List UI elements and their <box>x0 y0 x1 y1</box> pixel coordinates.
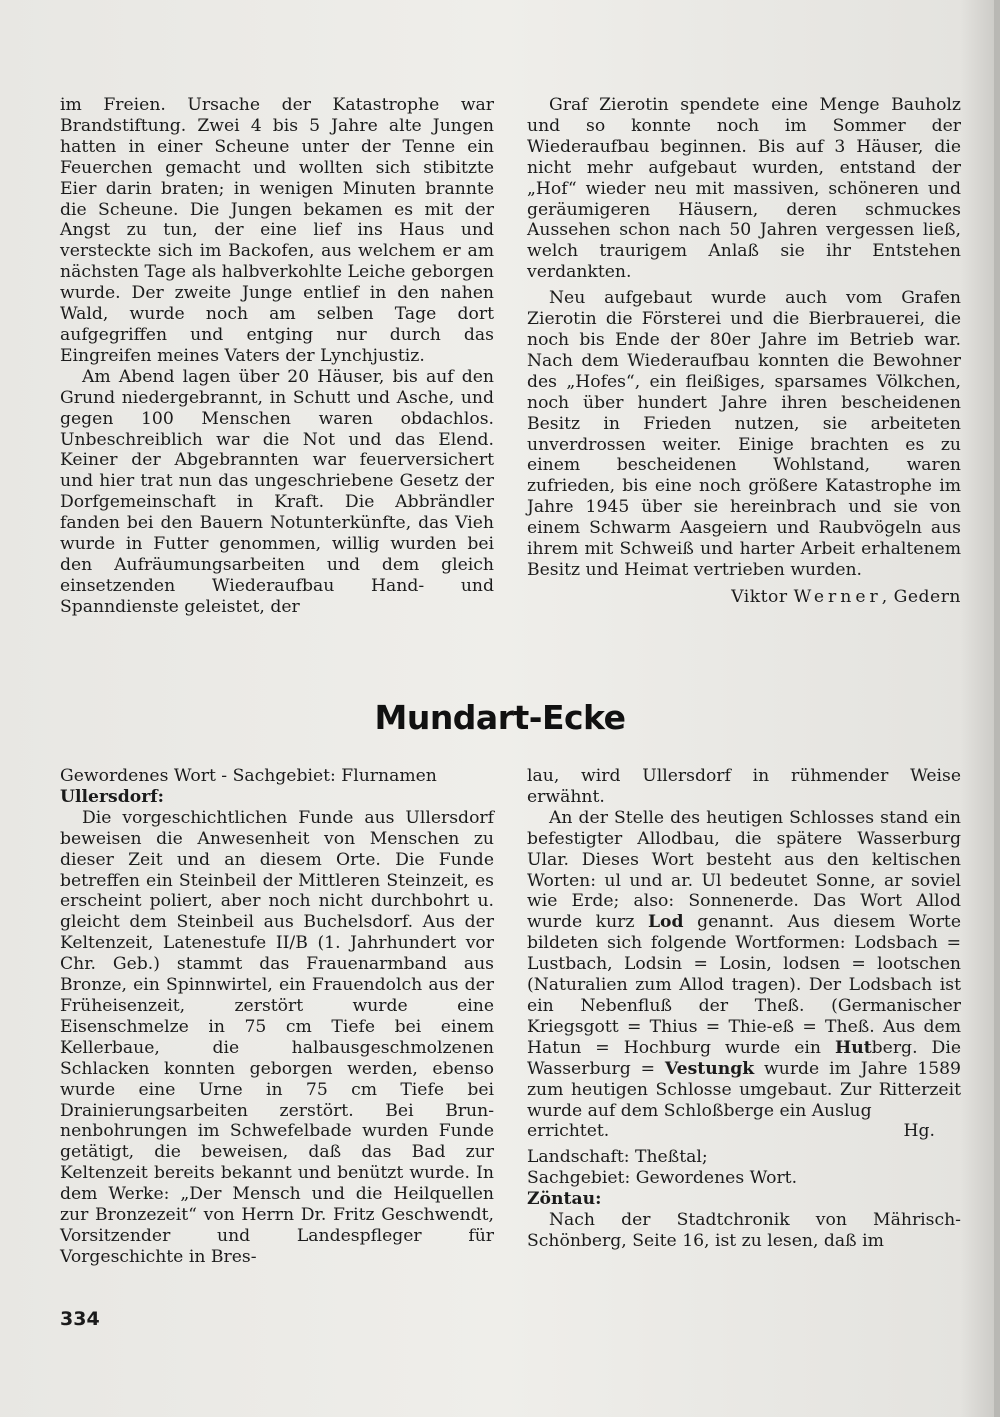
place-heading: Zöntau: <box>527 1189 602 1210</box>
text-run: errichtet. <box>527 1121 610 1142</box>
paragraph: Neu aufgebaut wurde auch vom Grafen Zierotin die Försterei und die Bierbrauerei, die noch bis Ende der 80er Jahre im Betrieb war. Nach dem Wiederaufbau konnten die Bewohner des „Hofes“, ein fleißiges, sparsames Völkchen, noch über hundert Jahre ihren bescheidenen Besitz in Frieden nutzen, sie arbeiteten unverdrossen weiter. Einige brachten es zu einem bescheidenen Wohlstand, waren zufrieden, bis eine noch größere Katastrophe im Jahre 1945 über sie hereinbrach und sie von einem Schwarm Aasgeiern und Raubvögeln aus ihrem mit Schweiß und harter Arbeit erhaltenem Besitz und Heimat vertrieben wurden. <box>527 288 961 580</box>
place-heading: Ullersdorf: <box>60 786 164 807</box>
paragraph: im Freien. Ursache der Katastrophe war Brandstiftung. Zwei 4 bis 5 Jahre alte Jungen hatten in einer Scheune unter der Tenne ein Feuerchen gemacht und wollten sich stibitzte Eier darin braten; in wenigen Minuten brannte die Scheune. Die Jungen bekamen es mit der Angst zu tun, der eine lief ins Haus und versteckte sich im Backofen, aus welchem er am nächsten Tage als halbverkohlte Leiche geborgen wurde. Der zweite Junge entlief in den nahen Wald, wurde noch am selben Tage dort aufgegriffen und entging nur durch das Eingreifen meines Vaters der Lynchjustiz. <box>60 95 494 366</box>
text-run: berg. Die Wasserburg = <box>527 1037 961 1079</box>
paragraph <box>527 808 961 1122</box>
closing-line <box>527 1121 961 1142</box>
paragraph: Die vorgeschichtlichen Funde aus Ullersdorf beweisen die Anwesenheit von Menschen zu dieser Zeit und an diesem Orte. Die Funde betreffen ein Steinbeil der Mittleren Steinzeit, es erscheint poliert, aber noch nicht durchbohrt u. gleicht dem Steinbeil aus Buchelsdorf. Aus der Keltenzeit, Latenestufe II/B (1. Jahrhundert vor Chr. Geb.) stammt das Frauenarmband aus Bronze, ein Spinnwirtel, ein Frauendolch aus der Früheisenzeit, zerstört wurde eine Eisenschmelze in 75 cm Tiefe bei einem Kellerbaue, die halbausgeschmolzenen Schlacken konnten geborgen werden, ebenso wurde eine Urne in 75 cm Tiefe bei Drainierungsarbeiten zerstört. Bei Brunnenbohrungen im Schwefelbade wurden Funde getätigt, die beweisen, daß das Bad zur Keltenzeit bereits bekannt und benützt wurde. In dem Werke: „Der Mensch und die Heilquellen zur Bronzezeit“ von Herrn Dr. Fritz Geschwendt, Vorsitzender und Landespfleger für Vorgeschichte in Bres- <box>60 807 494 1267</box>
keyword: Hut <box>834 1037 872 1058</box>
page-edge-shadow <box>994 0 1000 1417</box>
author-initials: Hg. <box>903 1121 935 1142</box>
paragraph: Am Abend lagen über 20 Häuser, bis auf den Grund niedergebrannt, in Schutt und Asche, und gegen 100 Menschen waren obdachlos. Unbeschreiblich war die Not und das Elend. Keiner der Abgebrannten war feuerversichert und hier trat nun das ungeschriebene Gesetz der Dorfgemeinschaft in Kraft. Die Abbrändler fanden bei den Bauern Notunterkünfte, das Vieh wurde in Futter genommen, willig wurden bei den Aufräumungsarbeiten und dem gleich einsetzenden Wiederaufbau Hand- und Spanndienste geleistet, der <box>60 366 494 617</box>
paragraph: Graf Zierotin spendete eine Menge Bauholz und so konnte noch im Sommer der Wiederaufbau beginnen. Bis auf 3 Häuser, die nicht mehr aufgebaut wurden, entstand der „Hof“ wieder neu mit massiven, schöneren und geräumigeren Häusern, deren schmuckes Aussehen schon nach 50 Jahren vergessen ließ, welch traurigem Anlaß sie ihr Entstehen verdankten. <box>527 95 961 283</box>
text-run: An der Stelle des heutigen Schlosses stand ein befestigter Allodbau, die spätere Wasserburg Ular. Dieses Wort besteht aus den keltischen Worten: ul und ar. Ul bedeutet Sonne, ar soviel wie Erde; also: Sonnenerde. Das Wort Allod wurde kurz <box>527 807 961 933</box>
paragraph: lau, wird Ullersdorf in rühmender Weise erwähnt. <box>527 766 961 807</box>
page-number: 334 <box>60 1308 100 1330</box>
sachgebiet-line: Sachgebiet: Gewordenes Wort. <box>527 1168 798 1189</box>
subtitle: Gewordenes Wort - Sachgebiet: Flurnamen <box>60 766 437 786</box>
author-first-name: Viktor <box>731 586 788 607</box>
keyword: Vestungk <box>664 1058 755 1079</box>
top-right-column <box>527 95 961 608</box>
section-title: Mundart-Ecke <box>374 698 626 737</box>
top-left-column <box>60 95 494 618</box>
keyword: Lod <box>647 912 684 933</box>
landschaft-line: Landschaft: Theßtal; <box>527 1147 708 1168</box>
paragraph: Nach der Stadtchronik von Mährisch-Schönberg, Seite 16, ist zu lesen, daß im <box>527 1210 961 1251</box>
author-place: , Gedern <box>881 586 961 607</box>
author-signature <box>527 587 961 608</box>
author-surname: Werner <box>793 586 882 607</box>
text-run: wurde im Jahre 1589 zum heutigen Schlosse umgebaut. Zur Ritterzeit wurde auf dem Schloßberge ein Auslug <box>527 1058 961 1121</box>
text-run: genannt. Aus diesem Worte bildeten sich folgende Wortformen: Lodsbach = Lustbach, Lodsin = Losin, lodsen = lootschen (Naturalien zum Allod tragen). Der Lodsbach ist ein Nebenfluß der Theß. (Germanischer Kriegsgott = Thius = Thie-eß = Theß. Aus dem Hatun = Hochburg wurde ein <box>527 912 962 1058</box>
bottom-left-column <box>60 766 494 1268</box>
bottom-right-column <box>527 766 961 1252</box>
